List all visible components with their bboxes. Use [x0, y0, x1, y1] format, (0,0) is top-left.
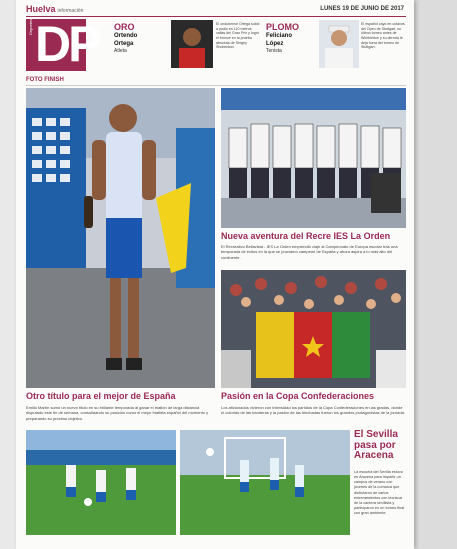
triathlete-image	[26, 88, 215, 388]
story2-body: El Recreativo Bellavista - IES La Orden emprendió viaje al Campeonato de Europa escolar tras una temporada de éxitos en la que se proclamó campeón de España y ahora aspira a lo más alto del continente.	[221, 244, 398, 260]
story3-body: Los aficionados vivieron con intensidad los partidos de la Copa Confederaciones en las gradas, donde el colorido de las banderas y la pasión de las hinchadas fueron los grandes protagonistas de la jornada.	[221, 405, 405, 416]
oro-photo	[171, 20, 213, 68]
oro-name1: Ortendo	[114, 33, 138, 40]
story3-headline: Pasión en la Copa Confederaciones	[221, 391, 375, 401]
plomo-role: Tenista	[266, 48, 282, 55]
plomo-tag: PLOMO	[266, 22, 299, 32]
oro-athlete-image	[171, 20, 213, 68]
fans-image	[221, 270, 406, 388]
story1-headline: Otro título para el mejor de España	[26, 391, 176, 401]
plomo-box	[266, 22, 322, 55]
triathlete-photo	[26, 88, 215, 388]
fans-photo	[221, 270, 406, 388]
brand-title: Huelva información	[26, 4, 84, 14]
page-edge	[414, 0, 457, 549]
oro-text: El ondubense Ortega subió a podio en 110 metros vallas del Gran Prix y logró el bronce en la prueba absoluta de Sergey Shubenkov.	[216, 22, 260, 50]
newspaper-page	[16, 0, 414, 549]
plomo-athlete-image	[319, 20, 359, 68]
story2-headline: Nueva aventura del Recre IES La Orden	[221, 231, 391, 241]
plomo-text: El español cayó en octavos del Open de Stuttgart, su último torneo antes de Wimbledon y su derrota le deja fuera del torneo de Stuttgart.	[361, 22, 405, 50]
section-logo	[26, 16, 99, 72]
story4-headline: El Sevilla pasa por Aracena	[354, 429, 398, 461]
section-logo-text: DP	[35, 16, 99, 72]
issue-date: LUNES 19 DE JUNIO DE 2017	[320, 6, 404, 12]
plomo-photo	[319, 20, 359, 68]
oro-name2: Ortega	[114, 40, 134, 47]
plomo-name2: López	[266, 40, 284, 47]
divider	[26, 85, 406, 86]
plomo-name1: Feliciano	[266, 33, 293, 40]
story4-body: La escuela del Sevilla estuvo en Aracena para impartir un campus de verano con jóvenes de la comarca que disfrutaron de varios entrenamientos con técnicos de la cantera sevillista y participaron en un torneo final con gran ambiente.	[354, 470, 405, 515]
oro-box	[114, 22, 172, 55]
team-photo	[221, 88, 406, 228]
football-photo-2	[180, 430, 350, 535]
photo-finish-label: FOTO FINISH	[26, 77, 64, 83]
football-image-2	[180, 430, 350, 535]
section-label: Deportes	[28, 18, 33, 35]
oro-role: Atleta	[114, 48, 127, 55]
team-image	[221, 88, 406, 228]
oro-tag: ORO	[114, 22, 135, 32]
football-image-1	[26, 430, 176, 535]
football-photo-1	[26, 430, 176, 535]
story1-body: Emilio Martín sumó un nuevo título en su brillante temporada al ganar el triatlón de larga distancia disputado este fin de semana, consolidando su posición como el mejor triatleta español del momento y preparando su próximo objetivo.	[26, 405, 209, 421]
